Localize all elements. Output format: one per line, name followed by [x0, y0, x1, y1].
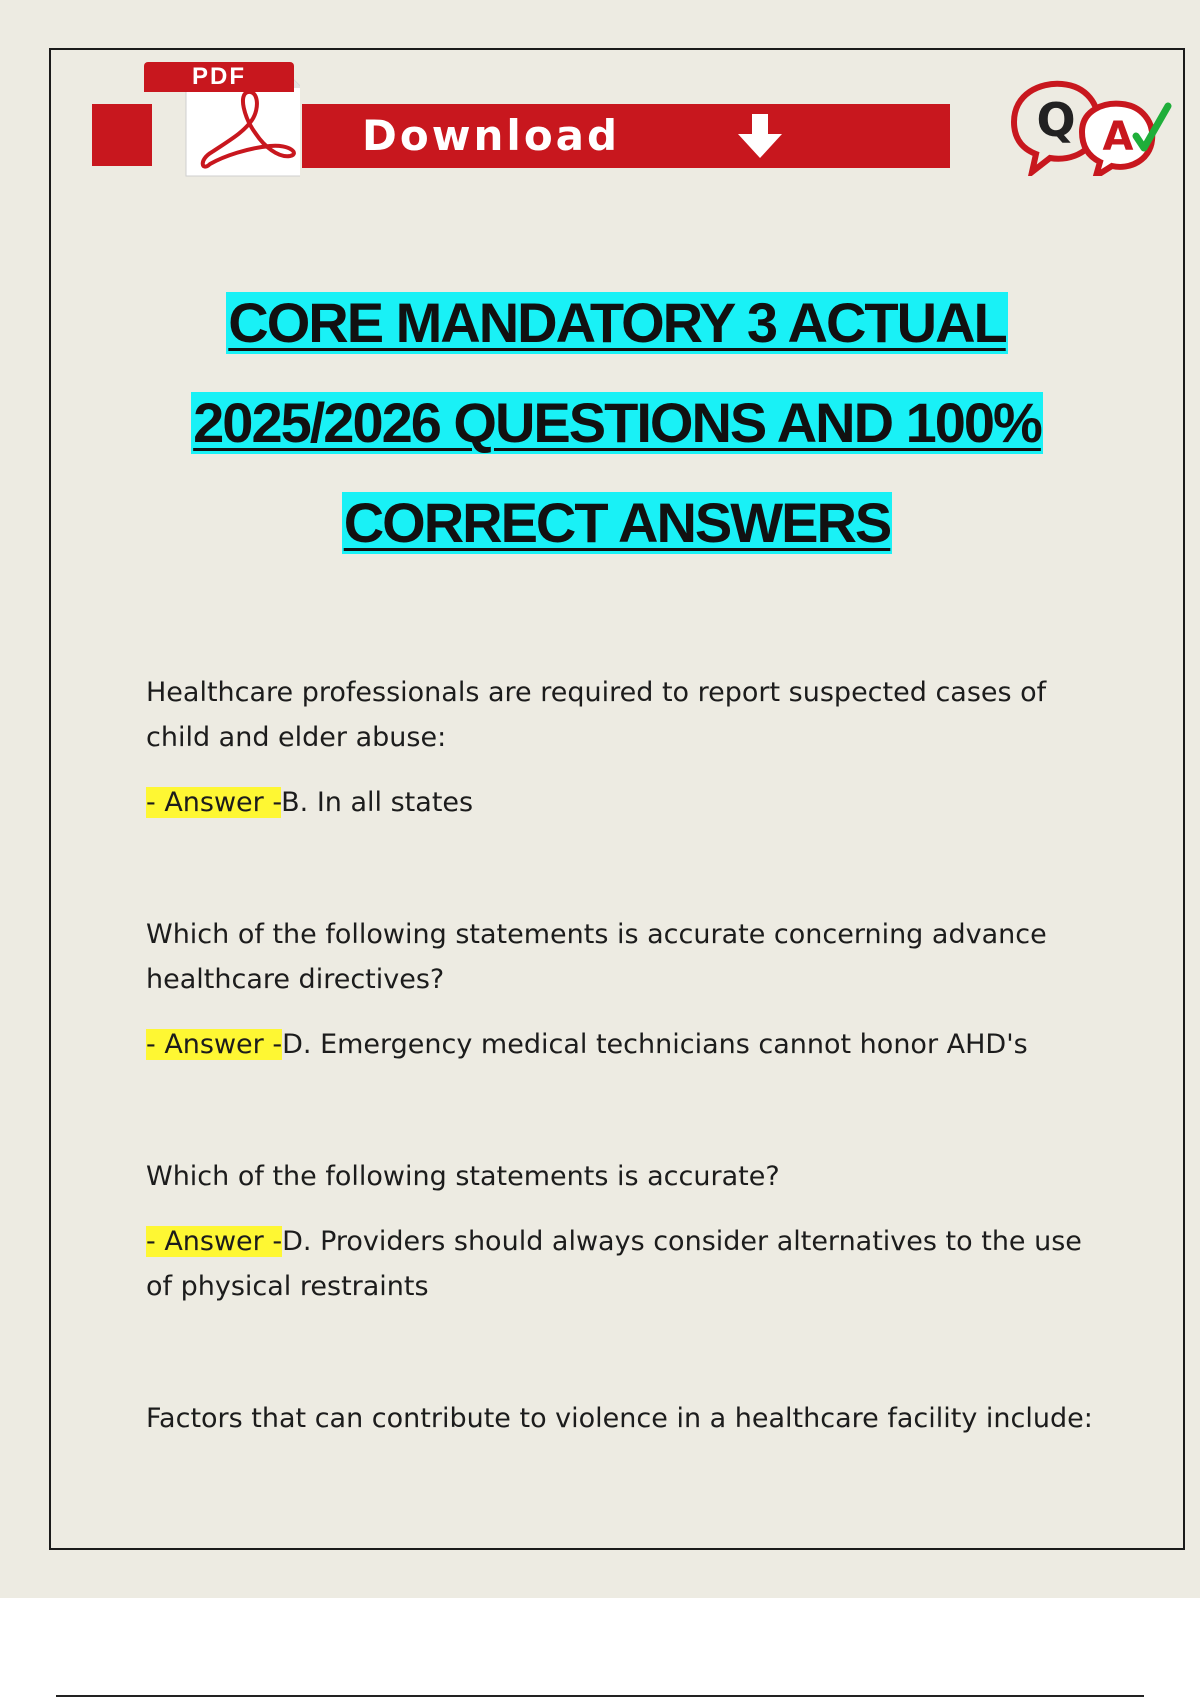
pdf-download-banner[interactable]	[92, 60, 860, 180]
logo-a-letter: A	[1102, 114, 1134, 160]
answer-text: B. In all states	[281, 787, 474, 818]
question-text: Factors that can contribute to violence in a healthcare facility include:	[146, 1403, 1093, 1434]
title-line-2: 2025/2026 QUESTIONS AND 100%	[193, 391, 1041, 454]
bottom-divider	[56, 1695, 1144, 1697]
qa-item	[146, 1154, 1106, 1309]
answer-line	[146, 1219, 1106, 1309]
question-text: Which of the following statements is accurate?	[146, 1161, 780, 1192]
answer-line	[146, 780, 1106, 825]
qa-item	[146, 912, 1106, 1067]
title-line-1: CORE MANDATORY 3 ACTUAL	[228, 291, 1006, 354]
answer-prefix: - Answer -	[146, 1226, 283, 1257]
qa-check-logo-icon	[1006, 76, 1172, 176]
answer-line	[146, 1022, 1106, 1067]
pdf-label: PDF	[144, 62, 294, 92]
answer-prefix: - Answer -	[146, 1029, 283, 1060]
download-label[interactable]: Download	[362, 111, 621, 160]
document-title	[49, 292, 1185, 592]
answer-text: D. Providers should always consider alternatives to the use of physical restraints	[146, 1226, 1082, 1302]
answer-text: D. Emergency medical technicians cannot honor AHD's	[282, 1029, 1028, 1060]
answer-prefix: - Answer -	[146, 787, 282, 818]
qa-item	[146, 1396, 1106, 1441]
question-text: Which of the following statements is accurate concerning advance healthcare directives?	[146, 919, 1047, 995]
pdf-document-icon	[140, 60, 300, 178]
qa-item	[146, 670, 1106, 825]
question-text: Healthcare professionals are required to report suspected cases of child and elder abuse:	[146, 677, 1047, 753]
title-line-3: CORRECT ANSWERS	[343, 491, 891, 554]
download-arrow-icon[interactable]	[732, 114, 788, 160]
logo-q-letter: Q	[1036, 93, 1076, 147]
